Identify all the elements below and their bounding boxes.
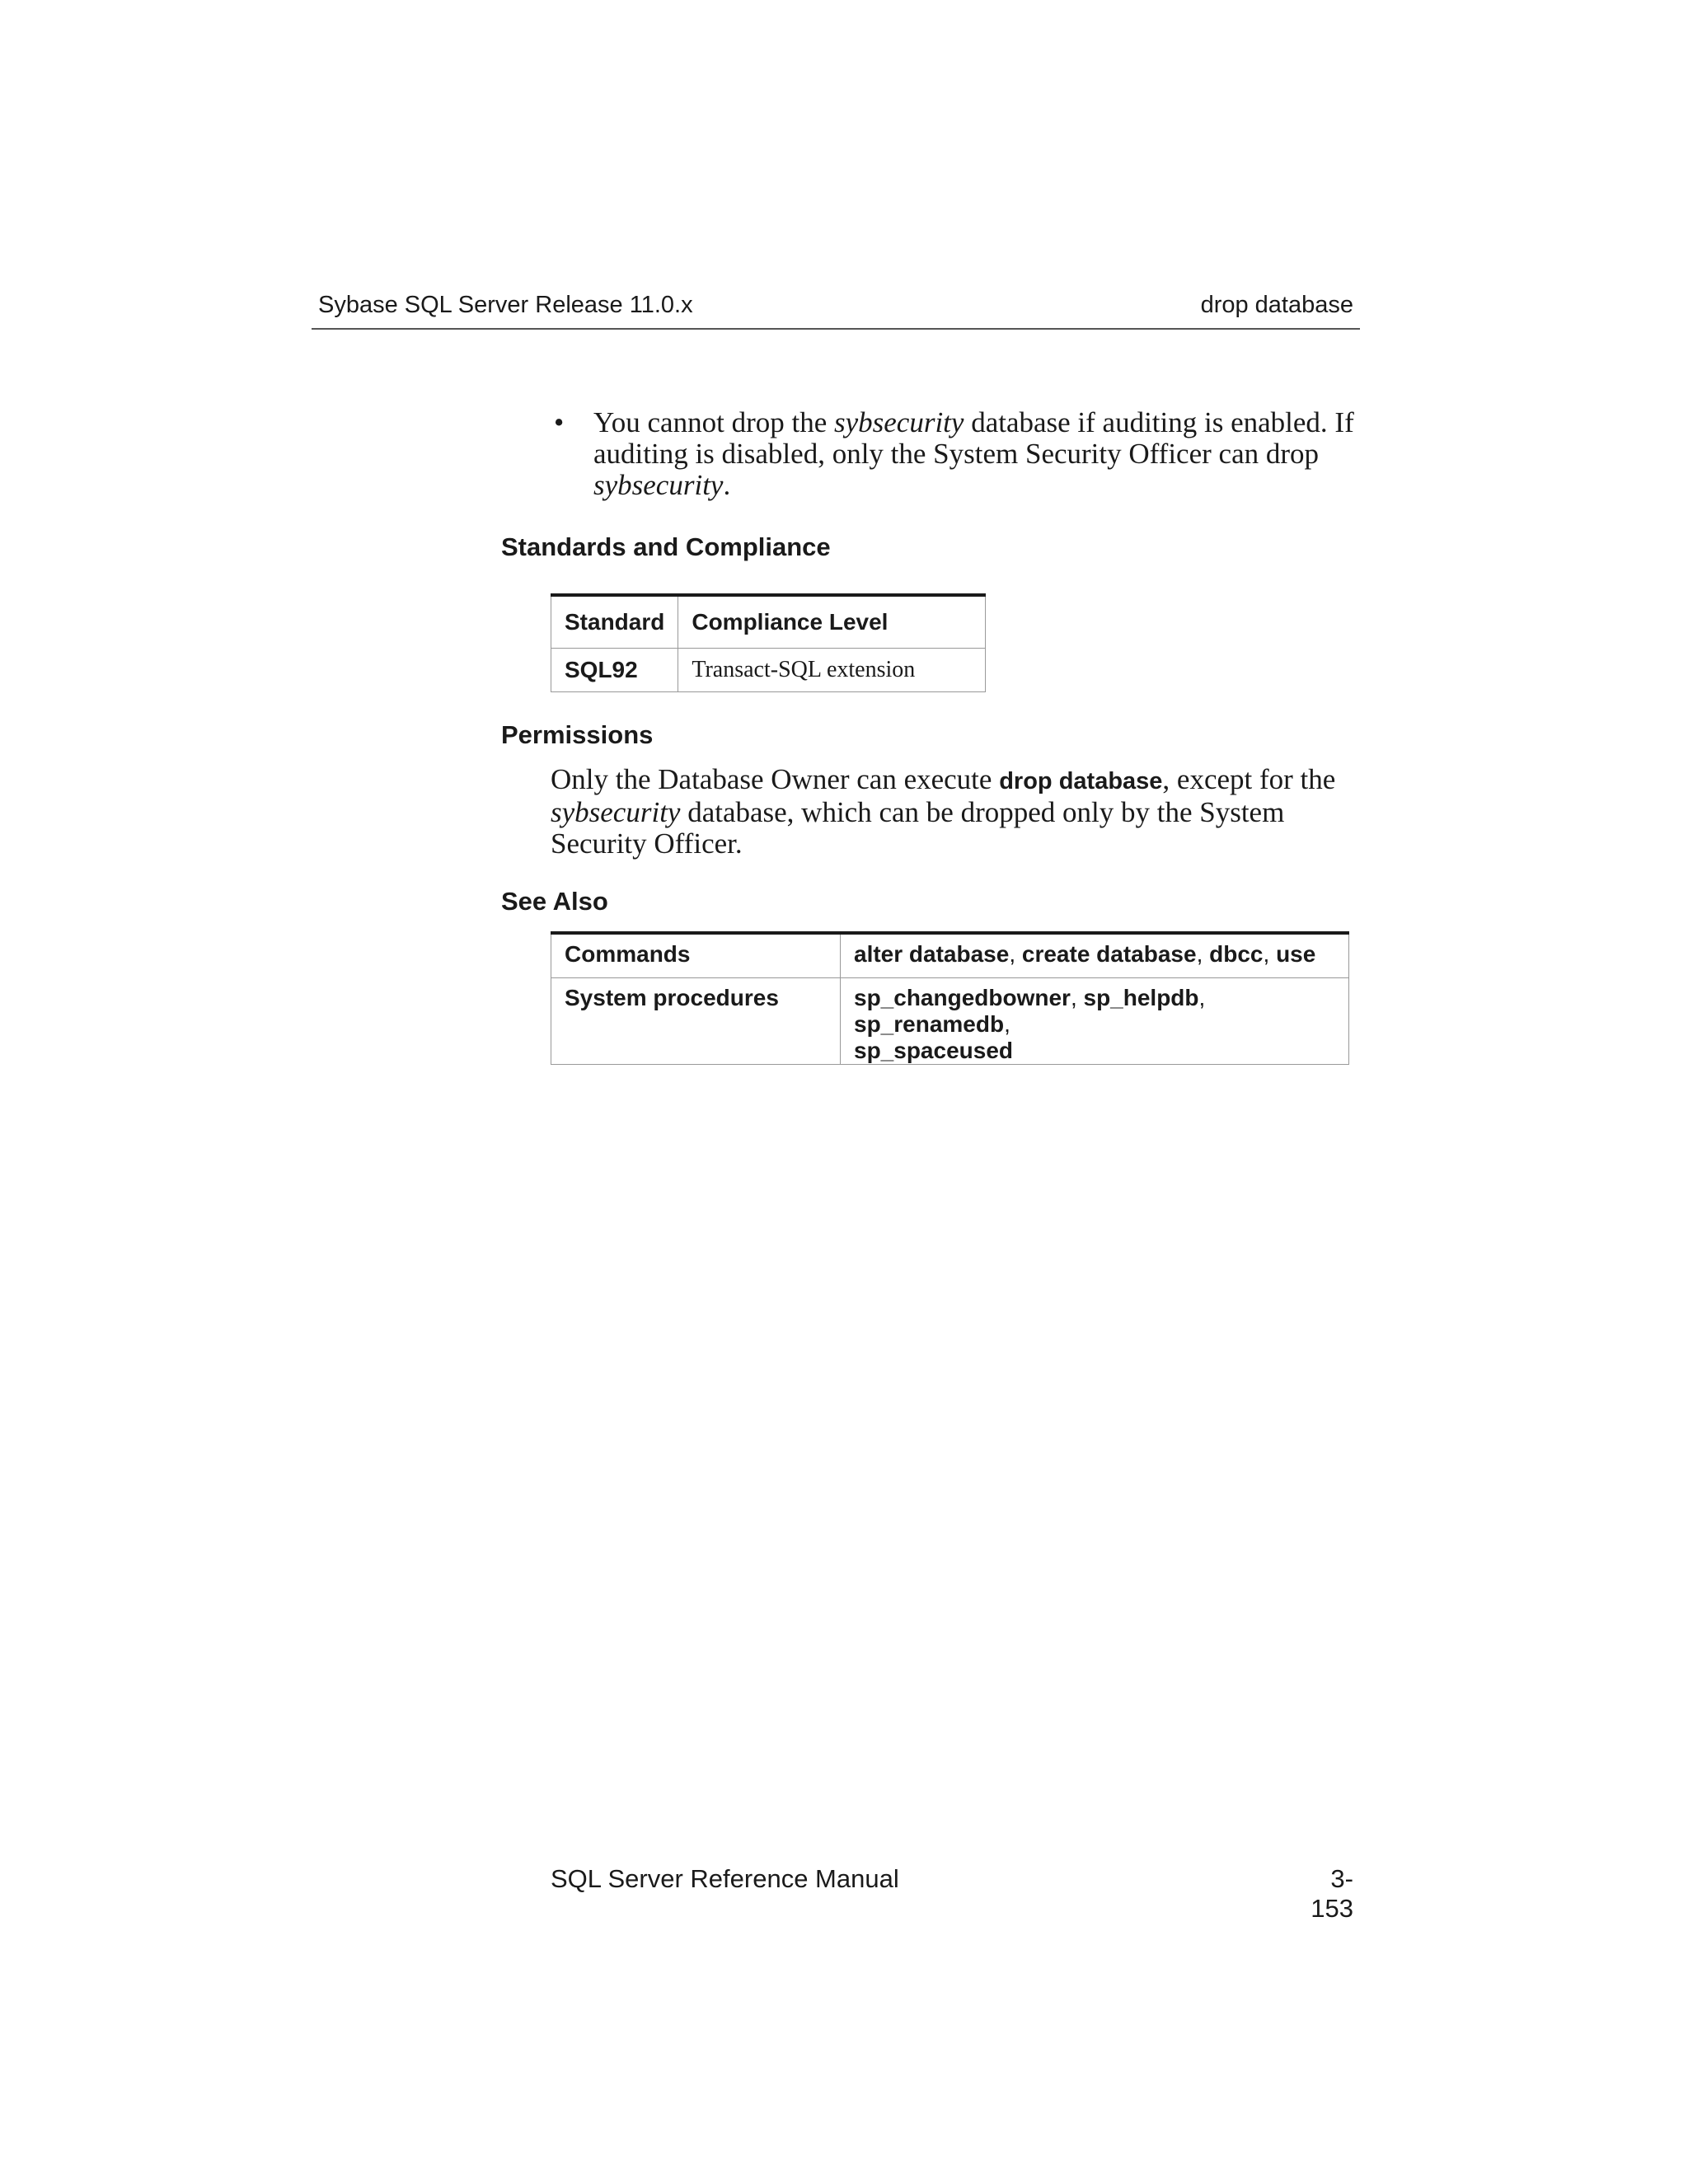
- header-title: Sybase SQL Server Release 11.0.x: [318, 292, 693, 318]
- see-also-item: alter database: [854, 941, 1010, 967]
- header-standard: Standard: [551, 595, 678, 649]
- table-row: [551, 933, 1349, 978]
- see-also-item: sp_helpdb: [1083, 985, 1199, 1010]
- table-row: [551, 649, 986, 692]
- drop-database-command: drop database: [999, 768, 1163, 794]
- table-row: [551, 978, 1349, 1065]
- bullet-item: [554, 407, 1362, 501]
- permissions-text: Only the Database Owner can execute drop database, except for the sybsecurity database, which can be dropped only by the System Security Officer.: [551, 763, 1336, 860]
- footer-title: SQL Server Reference Manual: [551, 1864, 899, 1893]
- table-header-row: [551, 595, 986, 649]
- sybsecurity-term: sybsecurity: [593, 469, 724, 501]
- see-also-item: use: [1276, 941, 1316, 967]
- sybsecurity-term: sybsecurity: [833, 406, 964, 438]
- see-also-item: sp_changedbowner: [854, 985, 1071, 1010]
- running-header: [312, 288, 1360, 330]
- header-compliance-level: Compliance Level: [678, 595, 986, 649]
- see-also-values: alter database, create database, dbcc, use: [841, 933, 1349, 978]
- compliance-table: [551, 593, 986, 692]
- cell-standard: SQL92: [551, 649, 678, 692]
- see-also-item: sp_spaceused: [854, 1038, 1013, 1063]
- cell-compliance-level: Transact-SQL extension: [678, 649, 986, 692]
- see-also-item: dbcc: [1209, 941, 1264, 967]
- bullet-text: You cannot drop the sybsecurity database if auditing is enabled. If auditing is disabled, only the System Security Officer can drop sybsecurity.: [593, 406, 1354, 501]
- sybsecurity-term: sybsecurity: [551, 796, 681, 828]
- see-also-label: Commands: [551, 933, 841, 978]
- bullet-icon: •: [554, 406, 565, 438]
- permissions-heading: Permissions: [501, 720, 654, 749]
- page-number: 3-153: [1311, 1864, 1353, 1923]
- see-also-label: System procedures: [551, 978, 841, 1065]
- see-also-heading: See Also: [501, 887, 608, 916]
- header-section: drop database: [1200, 292, 1353, 318]
- standards-heading: Standards and Compliance: [501, 532, 831, 561]
- see-also-item: sp_renamedb: [854, 1011, 1005, 1037]
- see-also-item: create database: [1021, 941, 1197, 967]
- see-also-table: [551, 931, 1349, 1065]
- see-also-values: sp_changedbowner, sp_helpdb, sp_renamedb, sp_spaceused: [841, 978, 1349, 1065]
